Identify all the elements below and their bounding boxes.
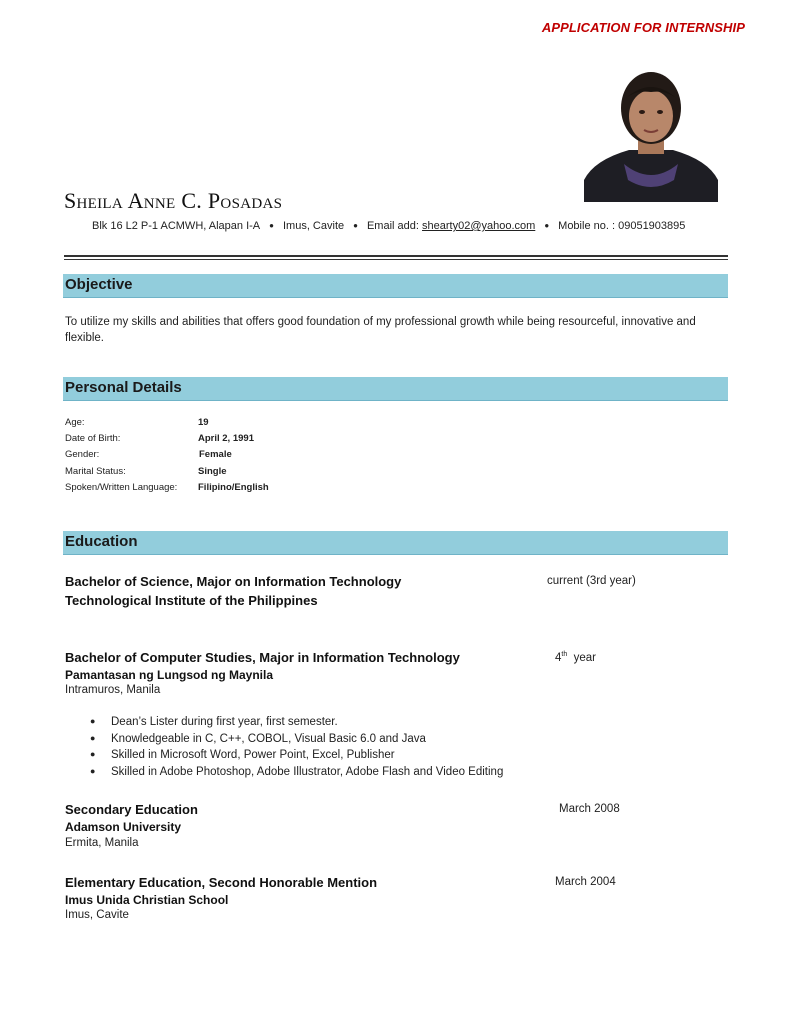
list-item-text: Knowledgeable in C, C++, COBOL, Visual Basic 6.0 and Java	[111, 732, 426, 745]
education-degree: Secondary Education	[65, 802, 198, 817]
profile-photo	[584, 68, 718, 202]
education-location: Imus, Cavite	[65, 909, 129, 921]
education-school: Adamson University	[65, 820, 182, 834]
divider-thin	[64, 259, 728, 260]
section-title-personal-details: Personal Details	[65, 379, 182, 396]
bullet-glyph: ●	[90, 749, 96, 760]
personal-row-dob	[65, 433, 254, 444]
personal-label: Age:	[65, 417, 85, 428]
education-school: Technological Institute of the Philippines	[65, 593, 318, 608]
personal-value: Single	[198, 466, 227, 477]
divider-thick	[64, 255, 728, 257]
personal-row-age	[65, 417, 209, 428]
education-date: March 2004	[555, 876, 616, 888]
education-date: current (3rd year)	[547, 575, 636, 587]
bullet-separator: ●	[353, 221, 358, 230]
bullet-glyph: ●	[90, 716, 96, 726]
email-label: Email add:	[366, 220, 419, 232]
personal-label: Gender:	[65, 449, 100, 460]
section-title-education: Education	[65, 533, 138, 550]
personal-row-gender	[65, 449, 232, 460]
bullet-separator: ●	[269, 221, 274, 230]
document-tag: APPLICATION FOR INTERNSHIP	[541, 20, 745, 35]
list-item-text: Dean’s Lister during first year, first semester.	[111, 716, 338, 728]
mobile-number: 09051903895	[618, 220, 686, 232]
section-bar-education	[63, 531, 728, 555]
email-link[interactable]: shearty02@yahoo.com	[422, 220, 536, 232]
education-location: Ermita, Manila	[65, 837, 139, 849]
education-date: March 2008	[559, 803, 620, 815]
personal-row-language	[65, 482, 269, 493]
objective-text: To utilize my skills and abilities that offers good foundation of my professional growth while being resourceful, innovative and flexible.	[65, 316, 696, 344]
personal-row-marital	[65, 466, 227, 477]
list-item-text: Skilled in Adobe Photoshop, Adobe Illustrator, Adobe Flash and Video Editing	[111, 766, 504, 779]
contact-line	[92, 220, 685, 232]
date-word: year	[573, 651, 597, 664]
list-item	[90, 749, 503, 766]
personal-label: Spoken/Written Language:	[65, 482, 178, 493]
personal-label: Marital Status:	[65, 466, 126, 477]
education-location: Intramuros, Manila	[65, 684, 161, 696]
personal-value: Female	[199, 449, 232, 460]
personal-value: Filipino/English	[198, 482, 269, 493]
list-item	[90, 766, 503, 783]
list-item	[90, 733, 503, 750]
personal-value: April 2, 1991	[198, 433, 254, 444]
section-title-objective: Objective	[65, 276, 133, 293]
education-degree: Elementary Education, Second Honorable Mention	[65, 875, 378, 890]
section-bar-objective	[63, 274, 728, 298]
education-degree: Bachelor of Computer Studies, Major in Information Technology	[65, 650, 460, 665]
personal-label: Date of Birth:	[65, 433, 121, 444]
date-suffix: th	[561, 651, 568, 658]
education-degree: Bachelor of Science, Major on Information Technology	[65, 574, 402, 589]
mobile-label: Mobile no. :	[558, 220, 616, 232]
bullet-glyph: ●	[90, 732, 96, 743]
bullet-glyph: ●	[90, 766, 96, 777]
address: Blk 16 L2 P-1 ACMWH, Alapan I-A	[92, 220, 261, 232]
bullet-separator: ●	[544, 221, 550, 230]
city: Imus, Cavite	[282, 220, 345, 232]
applicant-name: Sheila Anne C. Posadas	[64, 188, 283, 213]
education-school: Pamantasan ng Lungsod ng Maynila	[65, 668, 274, 682]
education-date	[555, 651, 596, 664]
list-item-text: Skilled in Microsoft Word, Power Point, Excel, Publisher	[111, 749, 395, 762]
skills-list	[90, 716, 503, 783]
section-bar-personal-details	[63, 377, 728, 401]
list-item	[90, 716, 503, 733]
personal-value: 19	[198, 417, 209, 428]
date-number: 4	[555, 651, 562, 664]
education-school: Imus Unida Christian School	[65, 893, 229, 907]
